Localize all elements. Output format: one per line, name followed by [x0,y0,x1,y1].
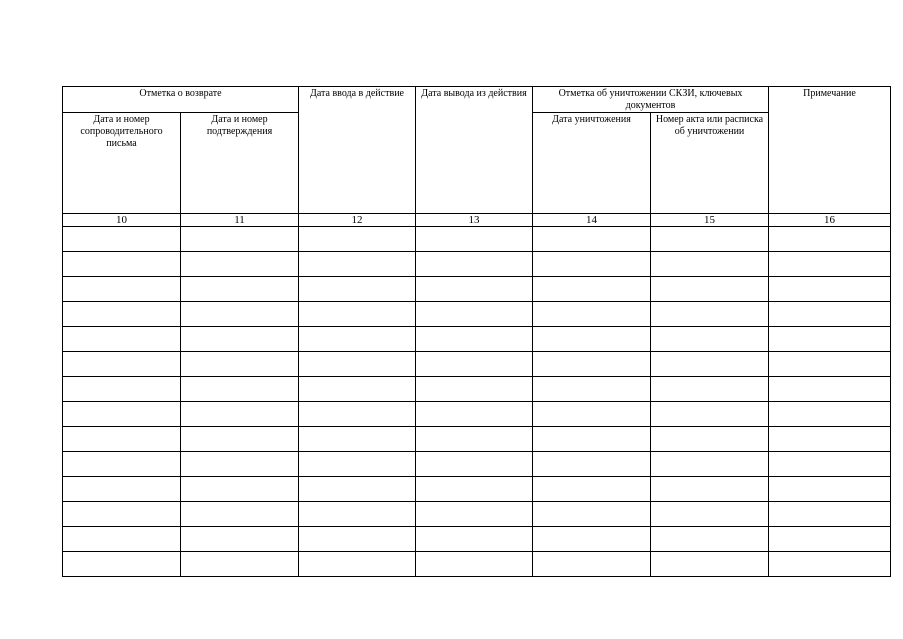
table-cell[interactable] [63,252,181,277]
table-cell[interactable] [416,452,533,477]
table-cell[interactable] [181,377,299,402]
table-cell[interactable] [769,527,891,552]
table-row [63,427,891,452]
table-cell[interactable] [299,302,416,327]
table-cell[interactable] [533,427,651,452]
table-cell[interactable] [416,552,533,577]
table-cell[interactable] [181,277,299,302]
table-cell[interactable] [769,302,891,327]
table-cell[interactable] [299,552,416,577]
table-cell[interactable] [299,502,416,527]
table-cell[interactable] [533,527,651,552]
table-cell[interactable] [651,427,769,452]
table-cell[interactable] [533,302,651,327]
table-cell[interactable] [63,352,181,377]
table-cell[interactable] [769,277,891,302]
table-cell[interactable] [299,327,416,352]
table-cell[interactable] [416,527,533,552]
table-row [63,352,891,377]
column-number: 15 [651,214,769,227]
table-cell[interactable] [63,377,181,402]
table-cell[interactable] [533,277,651,302]
table-cell[interactable] [181,327,299,352]
table-cell[interactable] [181,302,299,327]
table-cell[interactable] [533,352,651,377]
table-cell[interactable] [651,227,769,252]
table-cell[interactable] [181,227,299,252]
header-commission-date: Дата ввода в действие [299,87,416,214]
header-destruction-mark: Отметка об уничтожении СКЗИ, ключевых документов [533,87,769,113]
table-cell[interactable] [533,327,651,352]
table-cell[interactable] [63,227,181,252]
header-decommission-date: Дата вывода из действия [416,87,533,214]
table-cell[interactable] [651,502,769,527]
header-note: Примечание [769,87,891,214]
table-cell[interactable] [651,552,769,577]
table-cell[interactable] [63,452,181,477]
table-cell[interactable] [299,277,416,302]
table-cell[interactable] [416,227,533,252]
table-cell[interactable] [651,452,769,477]
table-cell[interactable] [769,227,891,252]
table-cell[interactable] [63,327,181,352]
table-row [63,477,891,502]
table-cell[interactable] [181,527,299,552]
table-cell[interactable] [181,477,299,502]
table-cell[interactable] [181,427,299,452]
table-cell[interactable] [651,327,769,352]
table-cell[interactable] [651,352,769,377]
header-cover-letter: Дата и номер сопроводительного письма [63,113,181,214]
column-number-row [63,214,891,227]
table-cell[interactable] [299,227,416,252]
table-cell[interactable] [416,477,533,502]
table-row [63,252,891,277]
table-cell[interactable] [299,527,416,552]
header-return-mark: Отметка о возврате [63,87,299,113]
table-cell[interactable] [769,327,891,352]
table-cell[interactable] [416,252,533,277]
table-cell[interactable] [416,327,533,352]
table-cell[interactable] [651,527,769,552]
table-row [63,527,891,552]
table-cell[interactable] [651,377,769,402]
table-cell[interactable] [299,377,416,402]
table-cell[interactable] [299,402,416,427]
table-cell[interactable] [416,277,533,302]
table-row [63,552,891,577]
table-cell[interactable] [533,452,651,477]
table-cell[interactable] [181,502,299,527]
table-cell[interactable] [299,352,416,377]
table-cell[interactable] [63,477,181,502]
column-number: 13 [416,214,533,227]
table-cell[interactable] [63,427,181,452]
table-cell[interactable] [416,427,533,452]
table-cell[interactable] [299,477,416,502]
table-cell[interactable] [63,502,181,527]
table-cell[interactable] [416,377,533,402]
table-row [63,402,891,427]
header-confirmation: Дата и номер подтверждения [181,113,299,214]
column-number: 14 [533,214,651,227]
table-cell[interactable] [181,552,299,577]
table-cell[interactable] [769,502,891,527]
table-cell[interactable] [769,402,891,427]
table-row [63,502,891,527]
table-cell[interactable] [533,227,651,252]
column-number: 16 [769,214,891,227]
header-destruction-act: Номер акта или расписка об уничтожении [651,113,769,214]
column-number: 10 [63,214,181,227]
table-cell[interactable] [416,502,533,527]
table-row [63,452,891,477]
table-cell[interactable] [416,302,533,327]
table-cell[interactable] [63,527,181,552]
table-row [63,327,891,352]
table-cell[interactable] [416,352,533,377]
table-cell[interactable] [533,552,651,577]
table-cell[interactable] [63,552,181,577]
table-cell[interactable] [651,277,769,302]
column-number: 12 [299,214,416,227]
table-cell[interactable] [651,402,769,427]
table-cell[interactable] [533,477,651,502]
header-destruction-date: Дата уничтожения [533,113,651,214]
table-cell[interactable] [63,302,181,327]
column-number: 11 [181,214,299,227]
table-cell[interactable] [63,402,181,427]
table-cell[interactable] [769,452,891,477]
table-cell[interactable] [299,452,416,477]
table-cell[interactable] [769,477,891,502]
table-cell[interactable] [769,427,891,452]
table-cell[interactable] [651,477,769,502]
table-cell[interactable] [181,252,299,277]
table-cell[interactable] [533,402,651,427]
table-cell[interactable] [416,402,533,427]
table-cell[interactable] [63,277,181,302]
table-cell[interactable] [769,552,891,577]
table-cell[interactable] [533,377,651,402]
table-cell[interactable] [769,252,891,277]
table-cell[interactable] [533,502,651,527]
table-row [63,377,891,402]
table-cell[interactable] [299,252,416,277]
table-cell[interactable] [769,377,891,402]
table-cell[interactable] [651,302,769,327]
journal-table [62,86,891,577]
table-cell[interactable] [769,352,891,377]
table-row [63,227,891,252]
table-cell[interactable] [181,352,299,377]
table-cell[interactable] [651,252,769,277]
table-cell[interactable] [181,402,299,427]
table-row [63,302,891,327]
table-cell[interactable] [181,452,299,477]
table-cell[interactable] [533,252,651,277]
table-row [63,277,891,302]
table-cell[interactable] [299,427,416,452]
